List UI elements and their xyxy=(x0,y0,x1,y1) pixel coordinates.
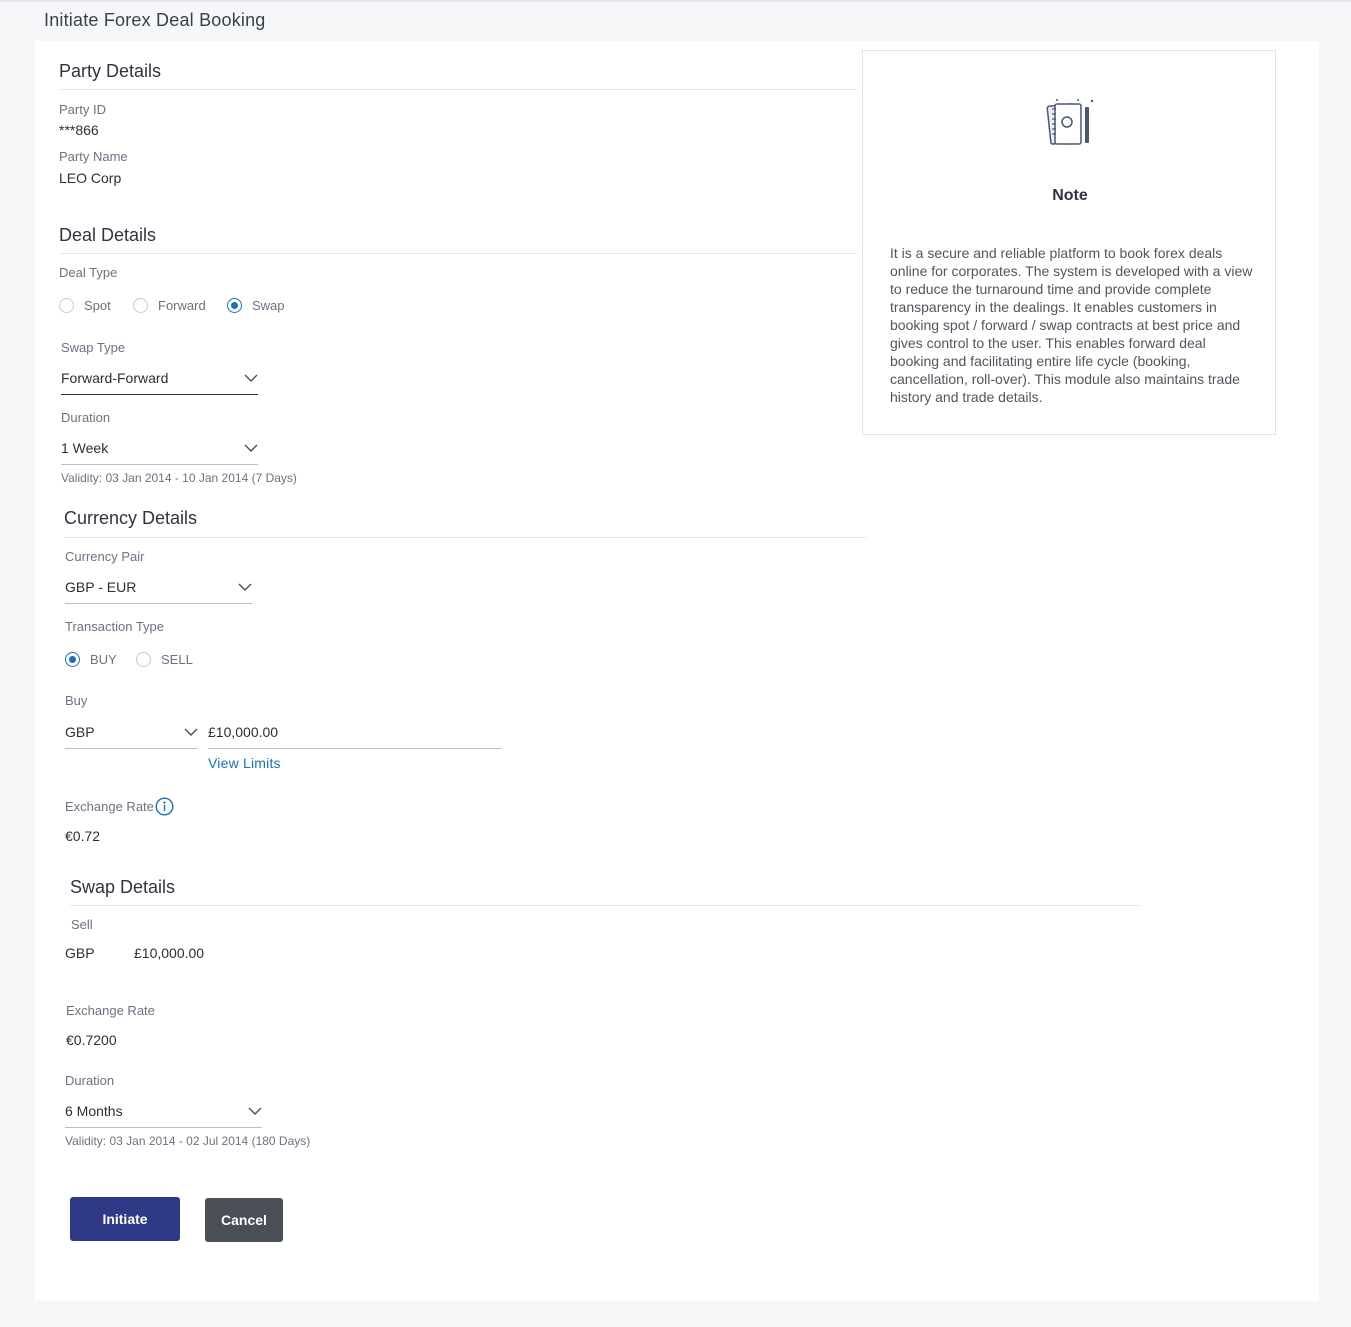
party-name-value: LEO Corp xyxy=(59,170,122,186)
currency-pair-value: GBP - EUR xyxy=(65,578,137,595)
note-title: Note xyxy=(1052,187,1088,204)
notebook-icon xyxy=(1045,97,1097,151)
deal-details-title: Deal Details xyxy=(59,225,157,245)
duration-label: Duration xyxy=(61,410,111,425)
sell-amount-value: £10,000.00 xyxy=(134,945,205,961)
deal-type-swap-label: Swap xyxy=(252,298,285,313)
swap-details-title: Swap Details xyxy=(70,877,176,897)
top-divider xyxy=(0,0,1351,2)
party-name-label: Party Name xyxy=(59,149,128,164)
currency-details-divider xyxy=(64,537,867,538)
buy-label: Buy xyxy=(65,693,88,708)
swap-type-value: Forward-Forward xyxy=(61,369,169,386)
swap-duration-value: 6 Months xyxy=(65,1102,123,1119)
cancel-button[interactable]: Cancel xyxy=(205,1198,283,1242)
transaction-type-label: Transaction Type xyxy=(65,619,164,634)
deal-type-radio-spot[interactable] xyxy=(59,298,111,313)
swap-details-divider xyxy=(70,905,1140,906)
duration-select[interactable] xyxy=(61,437,258,465)
transaction-buy-radio[interactable] xyxy=(65,652,80,667)
party-id-label: Party ID xyxy=(59,102,106,117)
buy-currency-value: GBP xyxy=(65,723,95,740)
deal-type-forward-radio[interactable] xyxy=(133,298,148,313)
sell-currency-value: GBP xyxy=(65,945,95,961)
initiate-button[interactable]: Initiate xyxy=(70,1197,180,1241)
chevron-down-icon xyxy=(248,1104,262,1118)
deal-type-radio-swap[interactable] xyxy=(227,298,285,313)
swap-duration-select[interactable] xyxy=(65,1100,262,1128)
swap-type-select[interactable] xyxy=(61,367,258,395)
transaction-type-radio-buy[interactable] xyxy=(65,652,117,667)
currency-details-title: Currency Details xyxy=(64,508,198,528)
note-text: It is a secure and reliable platform to book forex deals online for corporates. The system is developed with a view to reduce the turnaround time and provide complete transparency in the dealings. It enables customers in booking spot / forward / swap contracts at best price and gives control to the user. This enables forward deal booking and facilitating entire life cycle (booking, cancellation, roll-over). This module also maintains trade history and trade details. xyxy=(890,245,1253,405)
buy-amount-value: £10,000.00 xyxy=(208,723,279,740)
deal-type-radio-forward[interactable] xyxy=(133,298,206,313)
note-panel xyxy=(862,50,1276,435)
deal-type-label: Deal Type xyxy=(59,265,118,280)
chevron-down-icon xyxy=(184,725,198,739)
exchange-rate-label: Exchange Rate xyxy=(65,799,154,814)
swap-exchange-rate-label: Exchange Rate xyxy=(66,1003,155,1018)
deal-details-divider xyxy=(59,253,857,254)
deal-type-forward-label: Forward xyxy=(158,298,206,313)
sell-label: Sell xyxy=(71,917,93,932)
transaction-sell-radio[interactable] xyxy=(136,652,151,667)
exchange-rate-value: €0.72 xyxy=(65,828,101,844)
deal-validity-text: Validity: 03 Jan 2014 - 10 Jan 2014 (7 Days) xyxy=(61,471,297,485)
party-details-title: Party Details xyxy=(59,61,162,81)
currency-pair-label: Currency Pair xyxy=(65,549,145,564)
swap-type-label: Swap Type xyxy=(61,340,126,355)
deal-type-swap-radio[interactable] xyxy=(227,298,242,313)
swap-validity-text: Validity: 03 Jan 2014 - 02 Jul 2014 (180 Days) xyxy=(65,1134,311,1148)
duration-value: 1 Week xyxy=(61,439,109,456)
transaction-type-radio-sell[interactable] xyxy=(136,652,193,667)
view-limits-link[interactable]: View Limits xyxy=(208,755,281,771)
page-title: Initiate Forex Deal Booking xyxy=(44,10,266,30)
transaction-sell-label: SELL xyxy=(161,652,193,667)
swap-exchange-rate-value: €0.7200 xyxy=(66,1032,117,1048)
deal-type-spot-radio[interactable] xyxy=(59,298,74,313)
chevron-down-icon xyxy=(238,580,252,594)
info-icon[interactable] xyxy=(155,797,174,816)
currency-pair-select[interactable] xyxy=(65,576,252,604)
swap-duration-label: Duration xyxy=(65,1073,115,1088)
buy-currency-select[interactable] xyxy=(65,721,198,749)
party-details-divider xyxy=(59,89,857,90)
party-id-value: ***866 xyxy=(59,122,99,138)
transaction-buy-label: BUY xyxy=(90,652,117,667)
buy-amount-input[interactable] xyxy=(208,721,502,749)
chevron-down-icon xyxy=(244,441,258,455)
deal-type-spot-label: Spot xyxy=(84,298,111,313)
chevron-down-icon xyxy=(244,371,258,385)
